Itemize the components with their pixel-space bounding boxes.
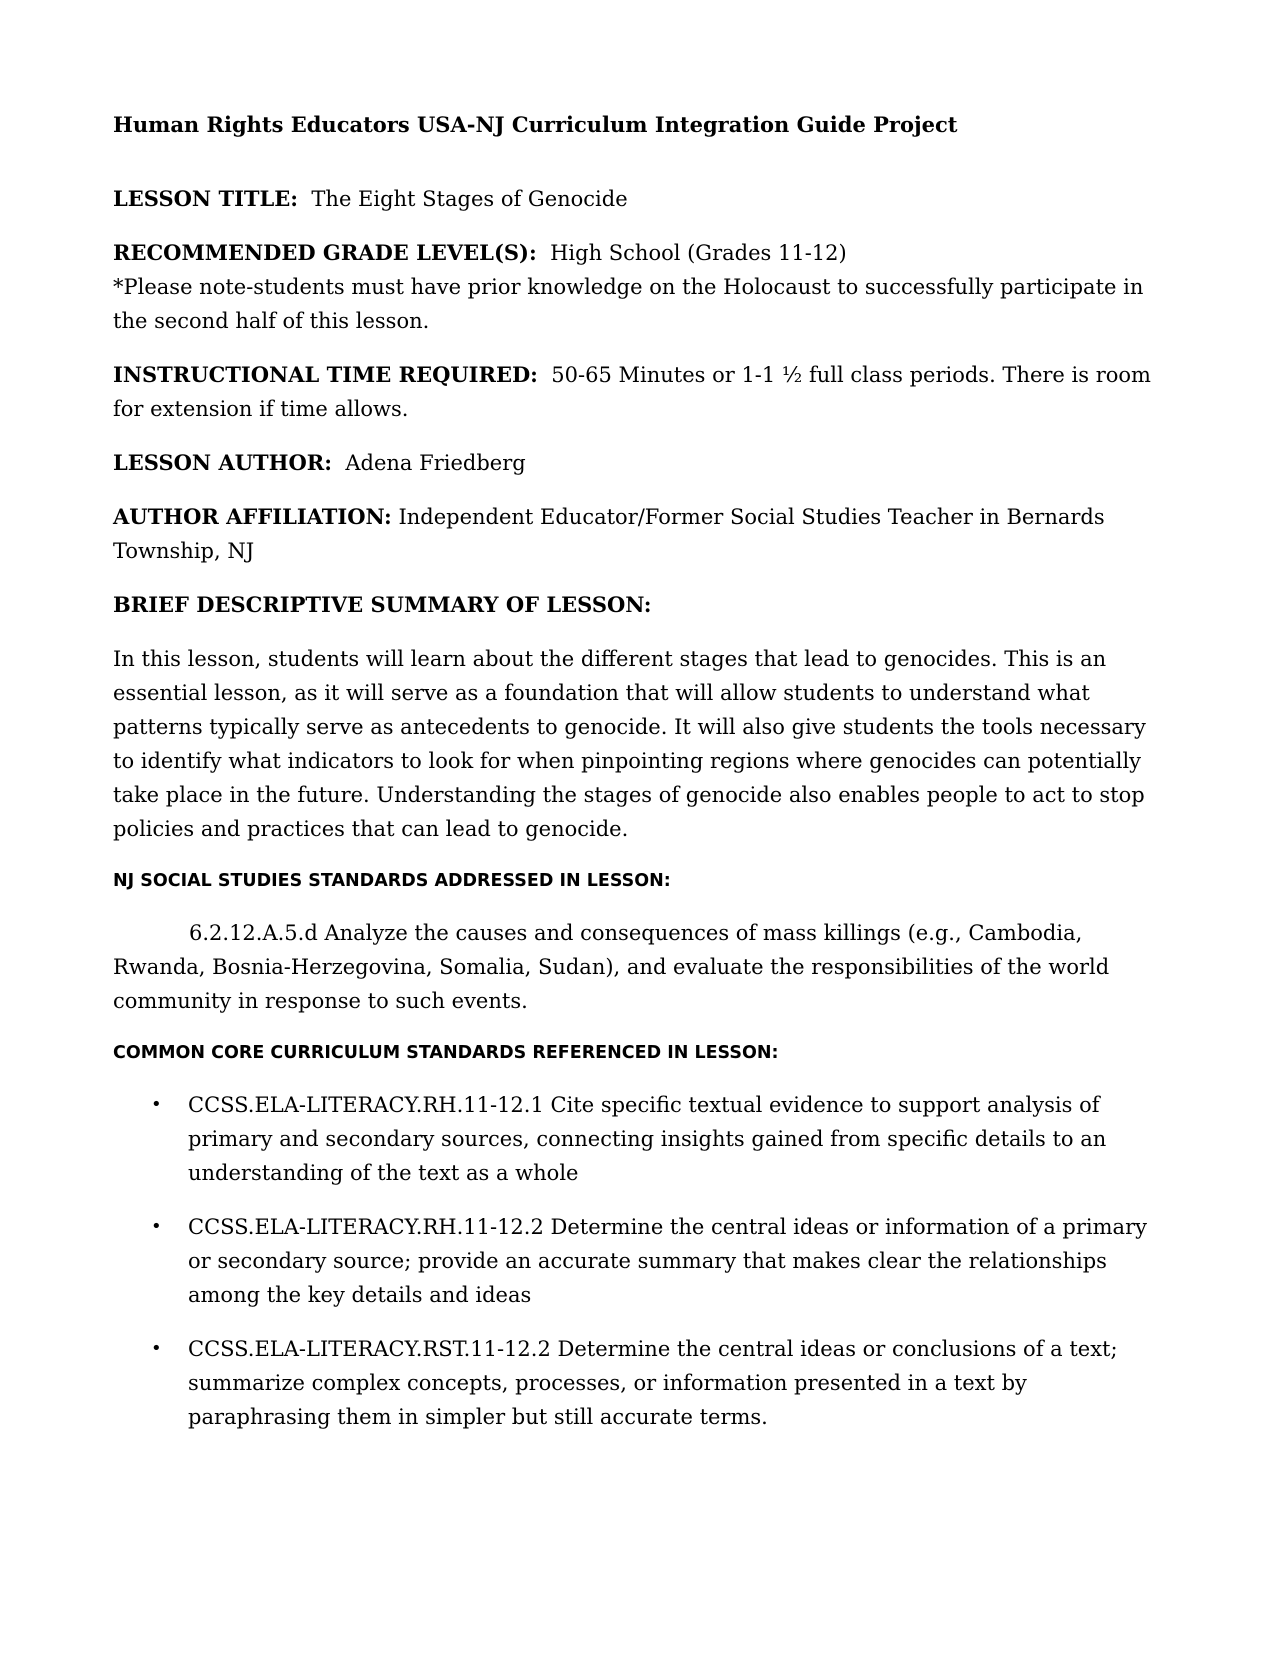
summary-heading: BRIEF DESCRIPTIVE SUMMARY OF LESSON: <box>113 592 652 617</box>
lesson-author-field <box>113 446 1173 480</box>
list-item <box>113 1088 1173 1190</box>
instructional-time-value: 50-65 Minutes or 1-1 ½ full class periods. There is room for extension if time allows. <box>113 363 1151 421</box>
nj-standards-heading: NJ SOCIAL STUDIES STANDARDS ADDRESSED IN LESSON: <box>113 871 671 891</box>
nj-standards-text: 6.2.12.A.5.d Analyze the causes and consequences of mass killings (e.g., Cambodia, Rwanda, Bosnia-Herzegovina, Somalia, Sudan), and evaluate the responsibilities of the world community in response to such events. <box>113 921 1110 1013</box>
instructional-time-label: INSTRUCTIONAL TIME REQUIRED: <box>113 362 538 387</box>
lesson-title-field <box>113 182 1173 216</box>
lesson-author-value: Adena Friedberg <box>345 451 526 475</box>
list-item-text: CCSS.ELA-LITERACY.RH.11-12.1 Cite specific textual evidence to support analysis of primary and secondary sources, connecting insights gained from specific details to an understanding of the text as a whole <box>188 1093 1107 1185</box>
grade-level-note: *Please note-students must have prior knowledge on the Holocaust to successfully participate in the second half of this lesson. <box>113 275 1144 333</box>
author-affiliation-value: Independent Educator/Former Social Studies Teacher in Bernards Township, NJ <box>113 505 1105 563</box>
document-content <box>113 108 1173 1454</box>
bullet-icon: • <box>151 1094 162 1115</box>
document-title: Human Rights Educators USA-NJ Curriculum Integration Guide Project <box>113 112 958 137</box>
bullet-icon: • <box>151 1216 162 1237</box>
instructional-time-field <box>113 358 1173 426</box>
lesson-author-label: LESSON AUTHOR: <box>113 450 333 475</box>
list-item-text: CCSS.ELA-LITERACY.RH.11-12.2 Determine the central ideas or information of a primary or secondary source; provide an accurate summary that makes clear the relationships among the key details and ideas <box>188 1215 1147 1307</box>
common-core-list <box>113 1088 1173 1434</box>
grade-level-label: RECOMMENDED GRADE LEVEL(S): <box>113 240 537 265</box>
author-affiliation-label: AUTHOR AFFILIATION: <box>113 504 392 529</box>
list-item-text: CCSS.ELA-LITERACY.RST.11-12.2 Determine the central ideas or conclusions of a text; summarize complex concepts, processes, or information presented in a text by paraphrasing them in simpler but still accurate terms. <box>188 1337 1118 1429</box>
list-item <box>113 1210 1173 1312</box>
grade-level-field <box>113 236 1173 338</box>
lesson-title-label: LESSON TITLE: <box>113 186 299 211</box>
grade-level-value: High School (Grades 11-12) <box>550 241 847 265</box>
bullet-icon: • <box>151 1338 162 1359</box>
lesson-title-value: The Eight Stages of Genocide <box>311 187 628 211</box>
common-core-heading: COMMON CORE CURRICULUM STANDARDS REFERENCED IN LESSON: <box>113 1043 779 1063</box>
summary-text: In this lesson, students will learn about the different stages that lead to genocides. This is an essential lesson, as it will serve as a foundation that will allow students to understand what patterns typically serve as antecedents to genocide. It will also give students the tools necessary to identify what indicators to look for when pinpointing regions where genocides can potentially take place in the future. Understanding the stages of genocide also enables people to act to stop policies and practices that can lead to genocide. <box>113 647 1146 841</box>
author-affiliation-field <box>113 500 1173 568</box>
list-item <box>113 1332 1173 1434</box>
